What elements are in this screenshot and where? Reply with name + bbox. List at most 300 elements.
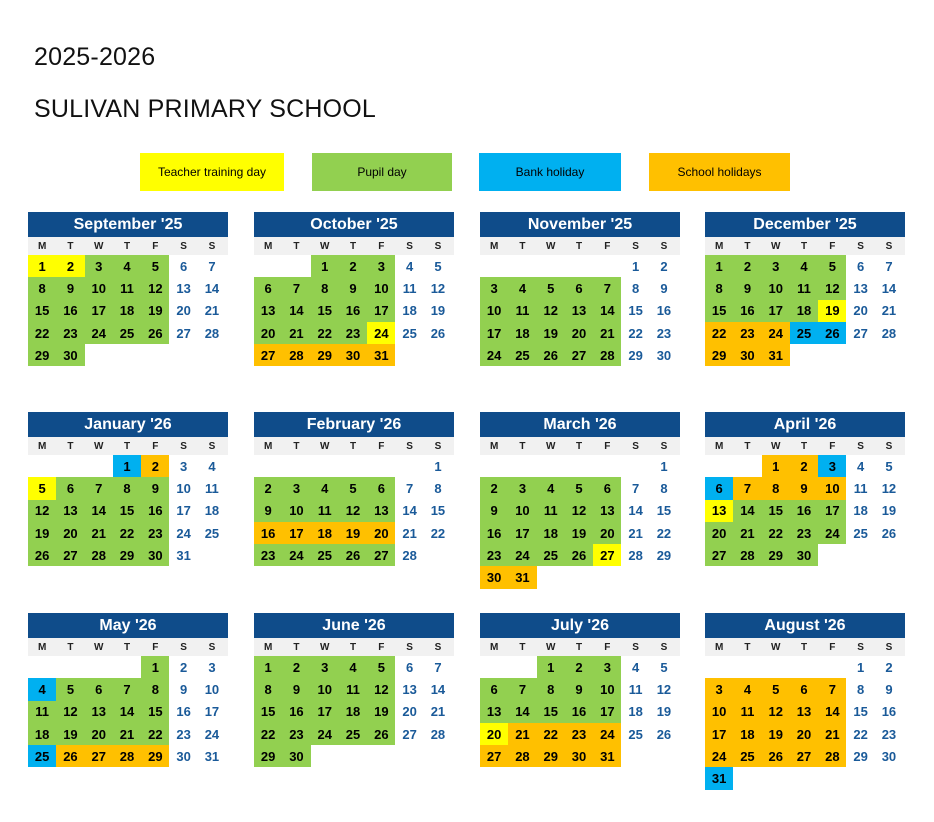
empty-cell [705,656,733,678]
month-title: January '26 [28,412,228,437]
day-cell-pupil: 3 [762,255,790,277]
day-cell-weekend: 18 [853,503,868,519]
day-cell-weekend: 11 [205,480,219,496]
day-cell-pupil: 12 [141,277,169,299]
day-cell-pupil: 14 [733,500,761,522]
day-cell-weekend: 21 [881,303,897,319]
month-calendar [705,613,905,790]
day-cell-holiday: 5 [762,678,790,700]
day-cell-weekend: 11 [628,681,643,697]
day-cell-pupil: 9 [733,277,761,299]
day-cell-weekend: 8 [857,681,865,697]
day-cell-pupil: 9 [339,277,367,299]
day-cell-pupil: 12 [565,500,593,522]
day-cell-pupil: 30 [141,544,169,566]
day-cell-weekend: 17 [176,503,191,519]
empty-cell [395,455,423,477]
days-grid [254,455,454,566]
day-cell-holiday: 29 [537,745,565,767]
weekday-label: F [378,440,385,452]
day-cell-weekend: 19 [881,503,897,519]
weekday-label: S [434,641,442,653]
day-cell-bank: 6 [705,477,733,499]
day-cell-weekend: 22 [656,525,672,541]
day-cell-pupil: 26 [28,544,56,566]
day-cell-weekend: 21 [628,525,643,541]
days-grid [480,656,680,767]
weekday-label: W [771,240,781,252]
day-cell-pupil: 4 [790,255,818,277]
day-cell-holiday: 20 [790,723,818,745]
day-cell-pupil: 13 [85,701,113,723]
day-cell-holiday: 9 [790,477,818,499]
day-cell-pupil: 23 [141,522,169,544]
day-cell-holiday: 30 [565,745,593,767]
empty-cell [818,656,846,678]
day-cell-teacher: 19 [818,300,846,322]
weekday-label: S [632,240,639,252]
weekday-label: M [263,240,273,252]
day-cell-pupil: 21 [85,522,113,544]
day-cell-pupil: 12 [56,701,84,723]
day-cell-weekend: 28 [204,325,220,341]
empty-cell [85,656,113,678]
day-cell-weekend: 19 [656,704,672,720]
weekday-label: F [829,240,836,252]
day-cell-weekend: 21 [204,303,220,319]
empty-cell [254,255,282,277]
weekday-label: S [857,440,864,452]
day-cell-pupil: 24 [480,344,508,366]
empty-cell [565,455,593,477]
day-cell-pupil: 18 [508,322,536,344]
day-cell-holiday: 28 [282,344,310,366]
day-cell-pupil: 20 [705,522,733,544]
day-cell-holiday: 6 [790,678,818,700]
day-cell-holiday: 18 [733,723,761,745]
weekday-label: T [293,641,300,653]
day-cell-pupil: 25 [537,544,565,566]
day-cell-holiday: 23 [565,723,593,745]
day-cell-weekend: 5 [885,458,893,474]
day-cell-pupil: 15 [762,500,790,522]
month-title: November '25 [480,212,680,237]
empty-cell [282,455,310,477]
day-cell-pupil: 30 [282,745,310,767]
day-cell-pupil: 26 [367,723,395,745]
day-cell-holiday: 31 [593,745,621,767]
day-cell-weekend: 14 [204,280,220,296]
day-cell-pupil: 1 [537,656,565,678]
days-grid [254,255,454,366]
weekday-header-row [28,437,228,455]
day-cell-bank: 25 [790,322,818,344]
day-cell-pupil: 13 [593,500,621,522]
day-cell-weekend: 28 [402,547,417,563]
day-cell-pupil: 19 [565,522,593,544]
day-cell-pupil: 19 [141,300,169,322]
day-cell-weekend: 14 [881,280,897,296]
day-cell-pupil: 13 [480,701,508,723]
weekday-label: F [604,240,611,252]
day-cell-weekend: 20 [853,303,868,319]
weekday-label: T [744,440,751,452]
weekday-label: S [406,641,413,653]
day-cell-pupil: 28 [85,544,113,566]
day-cell-weekend: 8 [660,480,668,496]
day-cell-weekend: 1 [434,458,442,474]
weekday-label: M [489,641,499,653]
day-cell-teacher: 24 [367,322,395,344]
day-cell-pupil: 7 [593,277,621,299]
day-cell-holiday: 16 [254,522,282,544]
day-cell-pupil: 22 [113,522,141,544]
day-cell-pupil: 18 [339,701,367,723]
day-cell-pupil: 15 [705,300,733,322]
day-cell-pupil: 21 [733,522,761,544]
day-cell-weekend: 12 [430,280,446,296]
day-cell-weekend: 30 [176,748,191,764]
day-cell-weekend: 4 [857,458,865,474]
day-cell-pupil: 7 [282,277,310,299]
day-cell-pupil: 12 [28,500,56,522]
day-cell-holiday: 29 [311,344,339,366]
day-cell-holiday: 7 [818,678,846,700]
day-cell-pupil: 6 [56,477,84,499]
month-calendar [480,613,680,767]
day-cell-pupil: 7 [508,678,536,700]
day-cell-pupil: 18 [28,723,56,745]
day-cell-weekend: 15 [430,503,446,519]
month-calendar [254,412,454,566]
day-cell-pupil: 21 [282,322,310,344]
day-cell-pupil: 1 [254,656,282,678]
day-cell-pupil: 17 [508,522,536,544]
day-cell-pupil: 8 [311,277,339,299]
day-cell-pupil: 10 [85,277,113,299]
weekday-header-row [254,437,454,455]
month-title: December '25 [705,212,905,237]
day-cell-pupil: 15 [141,701,169,723]
day-cell-pupil: 24 [508,544,536,566]
days-grid [28,455,228,566]
day-cell-pupil: 17 [762,300,790,322]
day-cell-pupil: 11 [28,701,56,723]
day-cell-pupil: 10 [508,500,536,522]
weekday-label: M [489,240,499,252]
month-calendar [705,412,905,566]
day-cell-pupil: 17 [367,300,395,322]
day-cell-weekend: 25 [402,325,417,341]
weekday-label: W [320,641,330,653]
day-cell-weekend: 4 [632,659,640,675]
day-cell-weekend: 26 [656,726,672,742]
day-cell-weekend: 13 [853,280,868,296]
weekday-label: T [800,240,808,252]
day-cell-holiday: 31 [367,344,395,366]
day-cell-holiday: 14 [818,701,846,723]
day-cell-weekend: 6 [857,258,865,274]
day-cell-pupil: 23 [339,322,367,344]
day-cell-holiday: 27 [480,745,508,767]
day-cell-weekend: 25 [853,525,868,541]
weekday-header-row [705,237,905,255]
day-cell-bank: 25 [28,745,56,767]
day-cell-pupil: 6 [85,678,113,700]
day-cell-pupil: 11 [790,277,818,299]
day-cell-pupil: 17 [85,300,113,322]
day-cell-weekend: 2 [180,659,188,675]
weekday-label: S [180,641,187,653]
day-cell-pupil: 11 [339,678,367,700]
weekday-label: M [263,440,273,452]
day-cell-pupil: 14 [282,300,310,322]
weekday-label: T [67,641,74,653]
day-cell-pupil: 8 [254,678,282,700]
day-cell-pupil: 25 [113,322,141,344]
empty-cell [282,255,310,277]
day-cell-pupil: 7 [113,678,141,700]
month-calendar [480,412,680,589]
day-cell-pupil: 14 [113,701,141,723]
empty-cell [113,656,141,678]
day-cell-weekend: 27 [853,325,868,341]
day-cell-pupil: 19 [28,522,56,544]
day-cell-pupil: 27 [56,544,84,566]
weekday-label: W [546,240,556,252]
weekday-label: M [37,641,47,653]
day-cell-pupil: 3 [282,477,310,499]
day-cell-pupil: 5 [818,255,846,277]
day-cell-weekend: 15 [656,503,672,519]
month-calendar [254,212,454,366]
day-cell-pupil: 29 [762,544,790,566]
day-cell-holiday: 19 [339,522,367,544]
day-cell-pupil: 9 [254,500,282,522]
empty-cell [508,455,536,477]
day-cell-bank: 4 [28,678,56,700]
day-cell-holiday: 28 [818,745,846,767]
day-cell-pupil: 3 [367,255,395,277]
day-cell-weekend: 5 [660,659,668,675]
day-cell-weekend: 24 [204,726,220,742]
day-cell-pupil: 2 [254,477,282,499]
legend-pupil-day: Pupil day [312,153,452,191]
day-cell-pupil: 6 [565,277,593,299]
empty-cell [733,455,761,477]
empty-cell [480,656,508,678]
empty-cell [480,455,508,477]
weekday-label: W [94,641,104,653]
day-cell-pupil: 9 [141,477,169,499]
day-cell-weekend: 1 [857,659,865,675]
day-cell-weekend: 23 [881,726,897,742]
day-cell-holiday: 27 [85,745,113,767]
day-cell-weekend: 29 [853,748,868,764]
month-title: September '25 [28,212,228,237]
weekday-label: S [406,240,413,252]
day-cell-pupil: 5 [367,656,395,678]
day-cell-holiday: 24 [593,723,621,745]
day-cell-pupil: 13 [565,300,593,322]
day-cell-weekend: 7 [434,659,442,675]
empty-cell [480,255,508,277]
day-cell-holiday: 17 [705,723,733,745]
day-cell-pupil: 10 [593,678,621,700]
day-cell-weekend: 23 [656,325,672,341]
month-title: February '26 [254,412,454,437]
day-cell-pupil: 3 [311,656,339,678]
day-cell-pupil: 16 [141,500,169,522]
day-cell-pupil: 8 [113,477,141,499]
day-cell-pupil: 11 [113,277,141,299]
day-cell-pupil: 20 [593,522,621,544]
day-cell-pupil: 24 [818,522,846,544]
day-cell-pupil: 22 [254,723,282,745]
day-cell-holiday: 21 [818,723,846,745]
empty-cell [593,255,621,277]
day-cell-weekend: 19 [430,303,446,319]
day-cell-weekend: 3 [208,659,216,675]
day-cell-holiday: 1 [762,455,790,477]
day-cell-pupil: 30 [56,344,84,366]
empty-cell [56,455,84,477]
day-cell-pupil: 5 [537,277,565,299]
weekday-label: F [378,240,385,252]
day-cell-pupil: 2 [480,477,508,499]
day-cell-pupil: 6 [593,477,621,499]
day-cell-weekend: 18 [628,704,643,720]
day-cell-pupil: 16 [56,300,84,322]
day-cell-pupil: 29 [254,745,282,767]
day-cell-weekend: 20 [402,704,417,720]
day-cell-pupil: 15 [254,701,282,723]
day-cell-pupil: 10 [480,300,508,322]
day-cell-pupil: 11 [537,500,565,522]
day-cell-weekend: 15 [628,303,643,319]
day-cell-holiday: 20 [367,522,395,544]
day-cell-holiday: 10 [705,701,733,723]
day-cell-pupil: 24 [85,322,113,344]
day-cell-weekend: 8 [434,480,442,496]
day-cell-pupil: 16 [565,701,593,723]
day-cell-weekend: 11 [402,280,417,296]
weekday-label: T [123,240,131,252]
empty-cell [762,656,790,678]
day-cell-weekend: 10 [204,681,220,697]
day-cell-weekend: 23 [176,726,191,742]
day-cell-pupil: 9 [565,678,593,700]
empty-cell [537,255,565,277]
weekday-header-row [705,638,905,656]
day-cell-pupil: 3 [593,656,621,678]
day-cell-weekend: 2 [885,659,893,675]
weekday-label: T [575,240,583,252]
day-cell-weekend: 6 [406,659,414,675]
days-grid [254,656,454,767]
day-cell-weekend: 4 [208,458,216,474]
day-cell-weekend: 10 [176,480,191,496]
day-cell-holiday: 17 [282,522,310,544]
day-cell-holiday: 8 [762,477,790,499]
weekday-label: W [320,440,330,452]
empty-cell [537,455,565,477]
day-cell-weekend: 25 [628,726,643,742]
weekday-label: F [604,440,611,452]
day-cell-pupil: 10 [367,277,395,299]
day-cell-holiday: 18 [311,522,339,544]
day-cell-pupil: 11 [508,300,536,322]
day-cell-holiday: 13 [790,701,818,723]
day-cell-weekend: 20 [176,303,191,319]
weekday-label: S [857,641,864,653]
day-cell-weekend: 16 [881,704,897,720]
weekday-label: S [208,641,216,653]
day-cell-pupil: 2 [565,656,593,678]
day-cell-pupil: 8 [537,678,565,700]
day-cell-pupil: 17 [593,701,621,723]
day-cell-weekend: 14 [628,503,643,519]
day-cell-weekend: 13 [402,681,417,697]
weekday-label: M [263,641,273,653]
month-title: October '25 [254,212,454,237]
weekday-header-row [28,237,228,255]
day-cell-weekend: 13 [176,280,191,296]
day-cell-holiday: 2 [141,455,169,477]
day-cell-holiday: 25 [733,745,761,767]
day-cell-pupil: 16 [790,500,818,522]
month-title: August '26 [705,613,905,638]
day-cell-pupil: 12 [818,277,846,299]
day-cell-holiday: 19 [762,723,790,745]
weekday-label: W [94,440,104,452]
day-cell-pupil: 10 [282,500,310,522]
day-cell-weekend: 7 [208,258,216,274]
day-cell-holiday: 2 [790,455,818,477]
weekday-label: T [744,641,751,653]
month-calendar [28,412,228,566]
day-cell-pupil: 15 [311,300,339,322]
weekday-label: T [349,440,357,452]
weekday-label: S [406,440,413,452]
weekday-label: F [152,240,159,252]
weekday-header-row [480,638,680,656]
empty-cell [790,656,818,678]
day-cell-pupil: 12 [367,678,395,700]
weekday-header-row [480,237,680,255]
day-cell-pupil: 8 [705,277,733,299]
month-calendar [480,212,680,366]
empty-cell [733,656,761,678]
day-cell-pupil: 23 [790,522,818,544]
weekday-header-row [254,237,454,255]
weekday-label: S [208,440,216,452]
day-cell-pupil: 2 [282,656,310,678]
weekday-header-row [28,638,228,656]
day-cell-weekend: 6 [180,258,188,274]
empty-cell [565,255,593,277]
day-cell-bank: 26 [818,322,846,344]
day-cell-pupil: 10 [762,277,790,299]
weekday-label: S [208,240,216,252]
empty-cell [339,455,367,477]
day-cell-holiday: 7 [733,477,761,499]
day-cell-pupil: 7 [85,477,113,499]
day-cell-weekend: 29 [628,347,643,363]
day-cell-holiday: 24 [705,745,733,767]
day-cell-pupil: 5 [339,477,367,499]
day-cell-pupil: 3 [508,477,536,499]
